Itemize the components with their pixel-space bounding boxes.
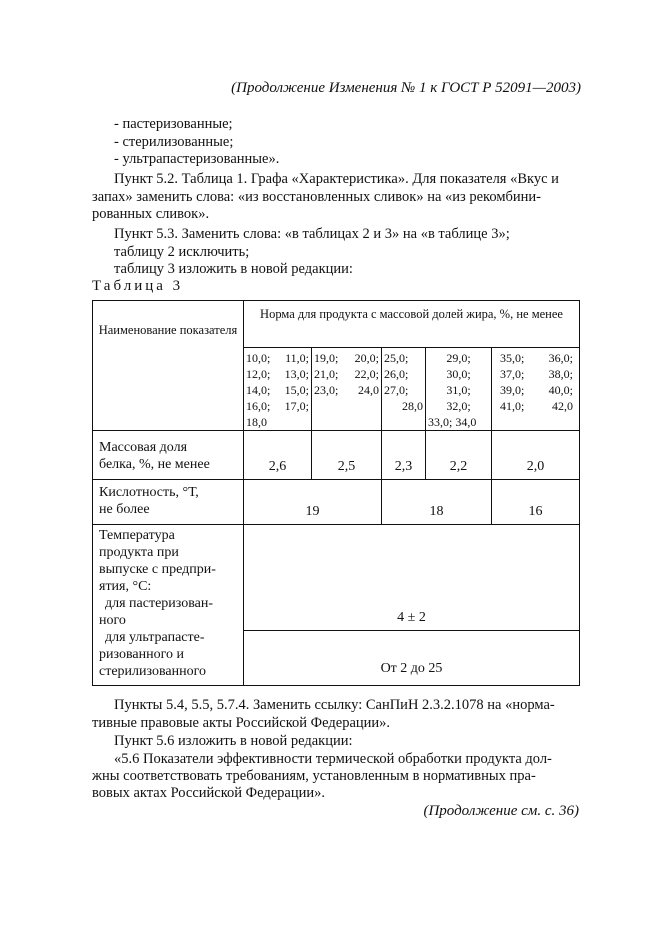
protein-value: 2,5	[312, 431, 382, 480]
fat-group-2: 19,0; 20,0; 21,0; 22,0; 23,0; 24,0	[312, 348, 382, 431]
temperature-uht-value: От 2 до 25	[244, 631, 580, 686]
text-line: - ультрапастеризованные».	[114, 151, 280, 167]
page-footer: (Продолжение см. с. 36)	[423, 803, 579, 819]
column-header-norm: Норма для продукта с массовой долей жира, %, не менее	[244, 301, 580, 348]
acidity-value: 18	[382, 480, 492, 525]
page-header: (Продолжение Изменения № 1 к ГОСТ Р 52091—2003)	[231, 80, 581, 96]
protein-value: 2,2	[426, 431, 492, 480]
text-line: Пункт 5.6 изложить в новой редакции:	[114, 733, 353, 749]
text-line: Пункт 5.3. Заменить слова: «в таблицах 2 и 3» на «в таблице 3»;	[114, 226, 510, 242]
temperature-pasteurized-value: 4 ± 2	[244, 525, 580, 631]
text-line: Пункты 5.4, 5.5, 5.7.4. Заменить ссылку: СанПиН 2.3.2.1078 на «норма-	[114, 697, 555, 713]
row-name-temperature: Температура продукта при выпуске с предпри- ятия, °С: для пастеризован- ного для ультрапасте- ризованного и стерилизованного	[93, 525, 244, 686]
acidity-value: 19	[244, 480, 382, 525]
acidity-value: 16	[492, 480, 580, 525]
fat-group-5: 35,0; 36,0; 37,0; 38,0; 39,0; 40,0; 41,0; 42,0	[492, 348, 580, 431]
text-line: Пункт 5.2. Таблица 1. Графа «Характеристика». Для показателя «Вкус и	[114, 171, 559, 187]
text-line: запах» заменить слова: «из восстановленных сливок» на «из рекомбини-	[92, 189, 542, 205]
protein-value: 2,0	[492, 431, 580, 480]
text-line: - пастеризованные;	[114, 116, 233, 132]
fat-group-3: 25,0; 26,0; 27,0; 28,0	[382, 348, 426, 431]
fat-group-4: 29,0; 30,0; 31,0; 32,0; 33,0; 34,0	[426, 348, 492, 431]
row-name-acidity: Кислотность, °Т, не более	[93, 480, 244, 525]
text-line: таблицу 2 исключить;	[114, 244, 250, 260]
text-line: рованных сливок».	[92, 206, 210, 222]
text-line: таблицу 3 изложить в новой редакции:	[114, 261, 353, 277]
row-name-protein: Массовая доля белка, %, не менее	[93, 431, 244, 480]
text-line: «5.6 Показатели эффективности термической обработки продукта дол-	[114, 751, 552, 767]
text-line: вовых актах Российской Федерации».	[92, 785, 326, 801]
protein-value: 2,6	[244, 431, 312, 480]
text-line: - стерилизованные;	[114, 134, 234, 150]
column-header-indicator: Наименование показателя	[93, 301, 244, 431]
protein-value: 2,3	[382, 431, 426, 480]
table-caption: Таблица 3	[92, 278, 184, 294]
table-3	[92, 300, 580, 686]
text-line: тивные правовые акты Российской Федерации».	[92, 715, 391, 731]
text-line: жны соответствовать требованиям, установленным в нормативных пра-	[92, 768, 536, 784]
fat-group-1: 10,0; 11,0; 12,0; 13,0; 14,0; 15,0; 16,0; 17,0; 18,0	[244, 348, 312, 431]
